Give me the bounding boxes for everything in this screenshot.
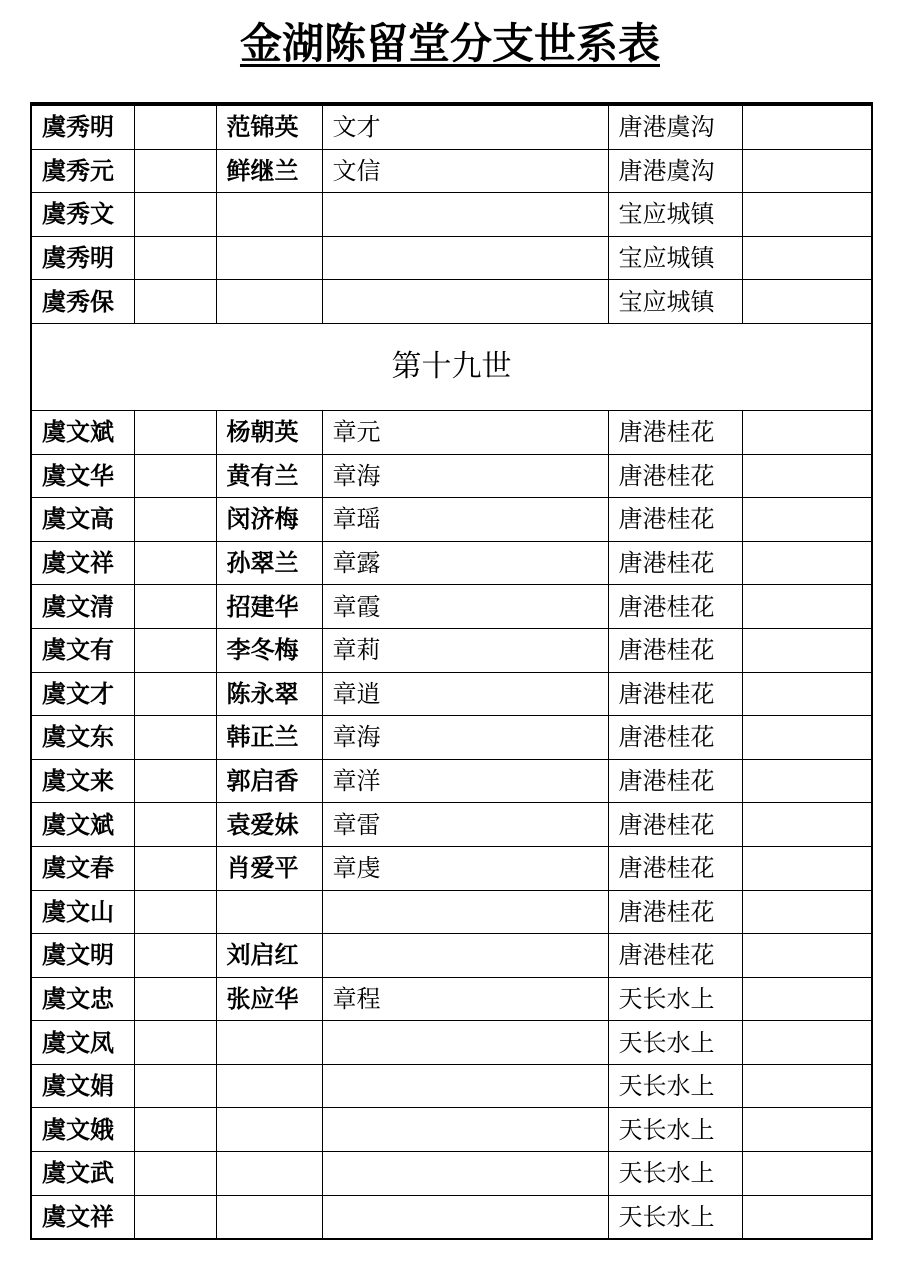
- children-names-cell: [322, 1021, 608, 1065]
- blank-cell: [134, 890, 216, 934]
- notes-cell: [742, 934, 872, 978]
- children-names-cell: 章雷: [322, 803, 608, 847]
- spouse-name-cell: 袁爱妹: [216, 803, 322, 847]
- table-row: [31, 934, 872, 978]
- residence-cell: 宝应城镇: [608, 193, 742, 237]
- spouse-name-cell: [216, 1021, 322, 1065]
- residence-cell: 宝应城镇: [608, 236, 742, 280]
- table-row: [31, 1152, 872, 1196]
- children-names-cell: 章露: [322, 541, 608, 585]
- notes-cell: [742, 585, 872, 629]
- spouse-name-cell: 陈永翠: [216, 672, 322, 716]
- children-names-cell: 章洋: [322, 759, 608, 803]
- member-name-cell: 虞秀明: [31, 236, 134, 280]
- member-name-cell: 虞文有: [31, 628, 134, 672]
- notes-cell: [742, 498, 872, 542]
- residence-cell: 唐港桂花: [608, 628, 742, 672]
- blank-cell: [134, 1152, 216, 1196]
- residence-cell: 唐港桂花: [608, 498, 742, 542]
- residence-cell: 天长水上: [608, 977, 742, 1021]
- children-names-cell: [322, 236, 608, 280]
- table-row: [31, 890, 872, 934]
- blank-cell: [134, 977, 216, 1021]
- blank-cell: [134, 1108, 216, 1152]
- member-name-cell: 虞文高: [31, 498, 134, 542]
- table-row: [31, 1064, 872, 1108]
- member-name-cell: 虞文忠: [31, 977, 134, 1021]
- blank-cell: [134, 541, 216, 585]
- notes-cell: [742, 672, 872, 716]
- blank-cell: [134, 759, 216, 803]
- table-row: [31, 104, 872, 149]
- member-name-cell: 虞文凤: [31, 1021, 134, 1065]
- notes-cell: [742, 846, 872, 890]
- children-names-cell: 文才: [322, 104, 608, 149]
- children-names-cell: 章程: [322, 977, 608, 1021]
- children-names-cell: [322, 1195, 608, 1239]
- blank-cell: [134, 149, 216, 193]
- table-row: [31, 498, 872, 542]
- blank-cell: [134, 1064, 216, 1108]
- notes-cell: [742, 541, 872, 585]
- member-name-cell: 虞秀保: [31, 280, 134, 324]
- spouse-name-cell: 杨朝英: [216, 410, 322, 454]
- blank-cell: [134, 280, 216, 324]
- notes-cell: [742, 628, 872, 672]
- children-names-cell: 章海: [322, 716, 608, 760]
- member-name-cell: 虞文来: [31, 759, 134, 803]
- notes-cell: [742, 454, 872, 498]
- residence-cell: 天长水上: [608, 1108, 742, 1152]
- member-name-cell: 虞秀明: [31, 104, 134, 149]
- member-name-cell: 虞文娟: [31, 1064, 134, 1108]
- children-names-cell: 文信: [322, 149, 608, 193]
- blank-cell: [134, 193, 216, 237]
- spouse-name-cell: [216, 1108, 322, 1152]
- children-names-cell: [322, 1152, 608, 1196]
- member-name-cell: 虞文斌: [31, 410, 134, 454]
- spouse-name-cell: 鲜继兰: [216, 149, 322, 193]
- spouse-name-cell: 韩正兰: [216, 716, 322, 760]
- blank-cell: [134, 846, 216, 890]
- table-row: [31, 716, 872, 760]
- residence-cell: 宝应城镇: [608, 280, 742, 324]
- table-row: [31, 541, 872, 585]
- blank-cell: [134, 1195, 216, 1239]
- member-name-cell: 虞文清: [31, 585, 134, 629]
- notes-cell: [742, 1064, 872, 1108]
- notes-cell: [742, 193, 872, 237]
- residence-cell: 唐港桂花: [608, 803, 742, 847]
- spouse-name-cell: [216, 890, 322, 934]
- residence-cell: 唐港虞沟: [608, 104, 742, 149]
- blank-cell: [134, 236, 216, 280]
- member-name-cell: 虞文春: [31, 846, 134, 890]
- children-names-cell: 章元: [322, 410, 608, 454]
- table-row: [31, 236, 872, 280]
- table-row: [31, 454, 872, 498]
- blank-cell: [134, 803, 216, 847]
- residence-cell: 唐港虞沟: [608, 149, 742, 193]
- notes-cell: [742, 410, 872, 454]
- notes-cell: [742, 977, 872, 1021]
- residence-cell: 天长水上: [608, 1152, 742, 1196]
- children-names-cell: [322, 193, 608, 237]
- table-row: [31, 585, 872, 629]
- children-names-cell: [322, 280, 608, 324]
- blank-cell: [134, 498, 216, 542]
- children-names-cell: 章瑶: [322, 498, 608, 542]
- spouse-name-cell: 肖爱平: [216, 846, 322, 890]
- table-row: [31, 280, 872, 324]
- blank-cell: [134, 454, 216, 498]
- table-row: [31, 1195, 872, 1239]
- children-names-cell: 章莉: [322, 628, 608, 672]
- notes-cell: [742, 236, 872, 280]
- member-name-cell: 虞秀文: [31, 193, 134, 237]
- table-row: [31, 1021, 872, 1065]
- spouse-name-cell: 李冬梅: [216, 628, 322, 672]
- generation-heading-row: [31, 323, 872, 410]
- blank-cell: [134, 410, 216, 454]
- notes-cell: [742, 1152, 872, 1196]
- residence-cell: 天长水上: [608, 1064, 742, 1108]
- children-names-cell: 章虔: [322, 846, 608, 890]
- member-name-cell: 虞文娥: [31, 1108, 134, 1152]
- spouse-name-cell: [216, 1195, 322, 1239]
- spouse-name-cell: [216, 1064, 322, 1108]
- member-name-cell: 虞文明: [31, 934, 134, 978]
- notes-cell: [742, 1108, 872, 1152]
- notes-cell: [742, 890, 872, 934]
- notes-cell: [742, 759, 872, 803]
- page-title-text: 金湖陈留堂分支世系表: [239, 19, 660, 68]
- children-names-cell: 章海: [322, 454, 608, 498]
- blank-cell: [134, 934, 216, 978]
- member-name-cell: 虞秀元: [31, 149, 134, 193]
- spouse-name-cell: 黄有兰: [216, 454, 322, 498]
- blank-cell: [134, 628, 216, 672]
- residence-cell: 唐港桂花: [608, 454, 742, 498]
- member-name-cell: 虞文华: [31, 454, 134, 498]
- blank-cell: [134, 672, 216, 716]
- residence-cell: 天长水上: [608, 1195, 742, 1239]
- generation-heading: 第十九世: [31, 323, 872, 410]
- notes-cell: [742, 803, 872, 847]
- table-row: [31, 193, 872, 237]
- residence-cell: 唐港桂花: [608, 890, 742, 934]
- residence-cell: 唐港桂花: [608, 716, 742, 760]
- spouse-name-cell: [216, 236, 322, 280]
- notes-cell: [742, 280, 872, 324]
- member-name-cell: 虞文东: [31, 716, 134, 760]
- residence-cell: 唐港桂花: [608, 672, 742, 716]
- spouse-name-cell: [216, 1152, 322, 1196]
- page-title: [0, 14, 900, 74]
- table-row: [31, 1108, 872, 1152]
- residence-cell: 唐港桂花: [608, 846, 742, 890]
- spouse-name-cell: 郭启香: [216, 759, 322, 803]
- residence-cell: 唐港桂花: [608, 934, 742, 978]
- children-names-cell: 章霞: [322, 585, 608, 629]
- table-row: [31, 977, 872, 1021]
- blank-cell: [134, 585, 216, 629]
- member-name-cell: 虞文山: [31, 890, 134, 934]
- spouse-name-cell: 闵济梅: [216, 498, 322, 542]
- blank-cell: [134, 716, 216, 760]
- notes-cell: [742, 716, 872, 760]
- table-row: [31, 672, 872, 716]
- residence-cell: 唐港桂花: [608, 410, 742, 454]
- table-row: [31, 628, 872, 672]
- spouse-name-cell: 孙翠兰: [216, 541, 322, 585]
- notes-cell: [742, 1195, 872, 1239]
- residence-cell: 唐港桂花: [608, 541, 742, 585]
- residence-cell: 唐港桂花: [608, 759, 742, 803]
- notes-cell: [742, 104, 872, 149]
- spouse-name-cell: [216, 280, 322, 324]
- residence-cell: 天长水上: [608, 1021, 742, 1065]
- genealogy-table: [30, 102, 873, 1240]
- spouse-name-cell: [216, 193, 322, 237]
- table-row: [31, 803, 872, 847]
- children-names-cell: [322, 1064, 608, 1108]
- children-names-cell: [322, 934, 608, 978]
- member-name-cell: 虞文才: [31, 672, 134, 716]
- spouse-name-cell: 招建华: [216, 585, 322, 629]
- blank-cell: [134, 1021, 216, 1065]
- blank-cell: [134, 104, 216, 149]
- spouse-name-cell: 刘启红: [216, 934, 322, 978]
- member-name-cell: 虞文祥: [31, 1195, 134, 1239]
- notes-cell: [742, 149, 872, 193]
- residence-cell: 唐港桂花: [608, 585, 742, 629]
- genealogy-table-body: [31, 104, 872, 1239]
- table-row: [31, 410, 872, 454]
- children-names-cell: [322, 1108, 608, 1152]
- table-row: [31, 149, 872, 193]
- children-names-cell: [322, 890, 608, 934]
- member-name-cell: 虞文武: [31, 1152, 134, 1196]
- table-row: [31, 759, 872, 803]
- notes-cell: [742, 1021, 872, 1065]
- member-name-cell: 虞文祥: [31, 541, 134, 585]
- spouse-name-cell: 张应华: [216, 977, 322, 1021]
- children-names-cell: 章逍: [322, 672, 608, 716]
- spouse-name-cell: 范锦英: [216, 104, 322, 149]
- member-name-cell: 虞文斌: [31, 803, 134, 847]
- table-row: [31, 846, 872, 890]
